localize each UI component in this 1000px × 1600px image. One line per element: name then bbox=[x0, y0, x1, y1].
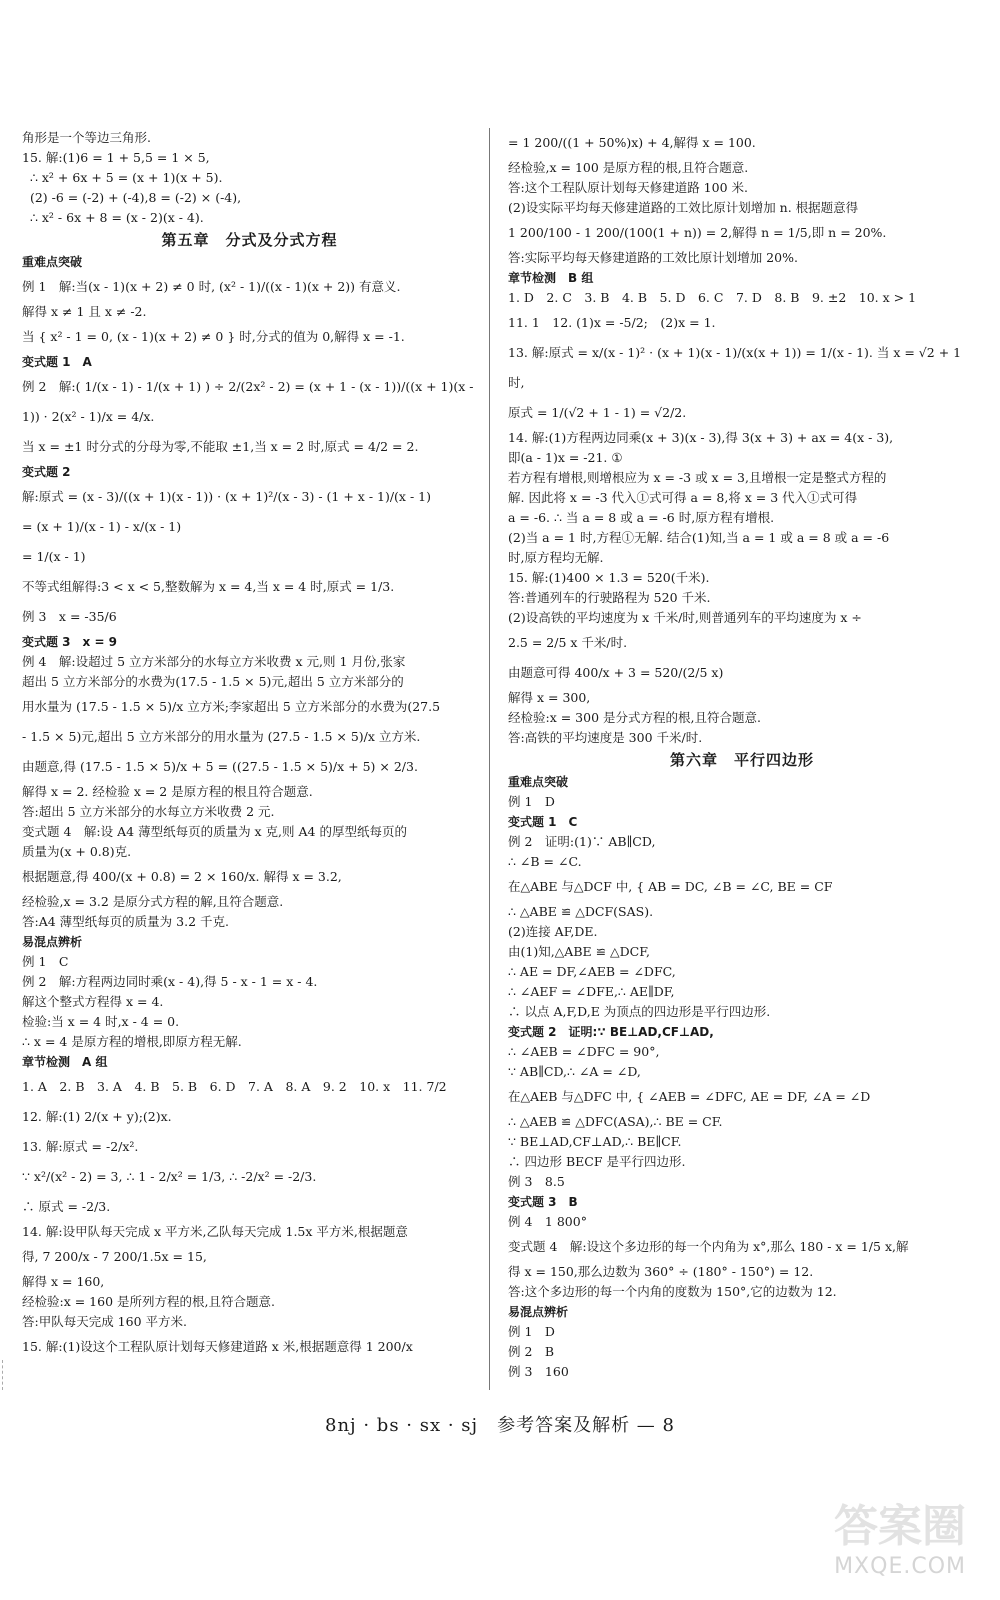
text-line: 答:高铁的平均速度是 300 千米/时. bbox=[508, 730, 703, 745]
text-line: ∴ x = 4 是原方程的增根,即原方程无解. bbox=[22, 1034, 242, 1049]
text-line: 15. 解:(1)6 = 1 + 5,5 = 1 × 5, bbox=[22, 150, 210, 165]
text-line: 解这个整式方程得 x = 4. bbox=[22, 994, 164, 1009]
text-line: ∴ ∠AEB = ∠DFC = 90°, bbox=[508, 1044, 660, 1059]
text-line: 例 1 D bbox=[508, 1324, 555, 1339]
text-line: (2)连接 AF,DE. bbox=[508, 924, 598, 939]
text-line: 质量为(x + 0.8)克. bbox=[22, 844, 132, 859]
text-line: 超出 5 立方米部分的水费为(17.5 - 1.5 × 5)元,超出 5 立方米部分的 bbox=[22, 674, 404, 689]
text-line: 经检验,x = 3.2 是原分式方程的解,且符合题意. bbox=[22, 894, 284, 909]
text-line: ∵ AB∥CD,∴ ∠A = ∠D, bbox=[508, 1064, 641, 1079]
formula-line: 解:原式 = (x - 3)/((x + 1)(x - 1)) · (x + 1)²/(x - 3) - (1 + x - 1)/(x - 1) bbox=[22, 489, 431, 504]
text-line: ∴ ∠AEF = ∠DFE,∴ AE∥DF, bbox=[508, 984, 675, 999]
text-line: (2) -6 = (-2) + (-4),8 = (-2) × (-4), bbox=[22, 190, 242, 205]
text-line: 角形是一个等边三角形. bbox=[22, 130, 151, 145]
section-heading: 变式题 2 bbox=[22, 465, 71, 479]
watermark-logo: 答案圈 bbox=[834, 1501, 966, 1552]
formula-line: 1 200/100 - 1 200/(100(1 + n)) = 2,解得 n = 1/5,即 n = 20%. bbox=[508, 225, 887, 240]
text-line: ∴ 四边形 BECF 是平行四边形. bbox=[508, 1154, 686, 1169]
text-line: 解得 x = 160, bbox=[22, 1274, 105, 1289]
section-heading: 重难点突破 bbox=[22, 255, 83, 269]
text-line: ∵ BE⊥AD,CF⊥AD,∴ BE∥CF. bbox=[508, 1134, 682, 1149]
text-line: 答:普通列车的行驶路程为 520 千米. bbox=[508, 590, 711, 605]
text-line: 例 1 D bbox=[508, 794, 555, 809]
text-line: 例 2 证明:(1)∵ AB∥CD, bbox=[508, 834, 656, 849]
text-line: 例 2 解:方程两边同时乘(x - 4),得 5 - x - 1 = x - 4. bbox=[22, 974, 318, 989]
formula-line: = (x + 1)/(x - 1) - x/(x - 1) bbox=[22, 519, 182, 534]
text-line: 解得 x ≠ 1 且 x ≠ -2. bbox=[22, 304, 147, 319]
text-line: 答:实际平均每天修建道路的工效比原计划增加 20%. bbox=[508, 250, 798, 265]
formula-line: 12. 解:(1) 2/(x + y);(2)x. bbox=[22, 1109, 172, 1124]
section-heading: 变式题 3 x = 9 bbox=[22, 635, 118, 649]
text-line: ∴ x² - 6x + 8 = (x - 2)(x - 4). bbox=[22, 210, 204, 225]
section-heading: 变式题 1 C bbox=[508, 815, 578, 829]
chapter-title: 第六章 平行四边形 bbox=[669, 751, 814, 769]
formula-line: 根据题意,得 400/(x + 0.8) = 2 × 160/x. 解得 x = 3.2, bbox=[22, 869, 342, 884]
text-line: 例 4 解:设超过 5 立方米部分的水每立方米收费 x 元,则 1 月份,张家 bbox=[22, 654, 406, 669]
formula-line: ∴ 原式 = -2/3. bbox=[22, 1199, 111, 1214]
text-line: 14. 解:设甲队每天完成 x 平方米,乙队每天完成 1.5x 平方米,根据题意 bbox=[22, 1224, 408, 1239]
section-heading: 重难点突破 bbox=[508, 775, 569, 789]
section-heading: 易混点辨析 bbox=[508, 1305, 569, 1319]
formula-line: 在△ABE 与△DCF 中, { AB = DC, ∠B = ∠C, BE = CF bbox=[508, 879, 833, 894]
text-line: 例 2 B bbox=[508, 1344, 555, 1359]
text-line: 答:超出 5 立方米部分的水每立方米收费 2 元. bbox=[22, 804, 275, 819]
formula-line: 原式 = 1/(√2 + 1 - 1) = √2/2. bbox=[508, 405, 687, 420]
text-line: ∴ 以点 A,F,D,E 为顶点的四边形是平行四边形. bbox=[508, 1004, 771, 1019]
text-line: 15. 解:(1)400 × 1.3 = 520(千米). bbox=[508, 570, 710, 585]
text-line: 答:A4 薄型纸每页的质量为 3.2 千克. bbox=[22, 914, 229, 929]
section-heading: 易混点辨析 bbox=[22, 935, 83, 949]
watermark bbox=[796, 1490, 966, 1579]
text-line: 若方程有增根,则增根应为 x = -3 或 x = 3,且增根一定是整式方程的 bbox=[508, 470, 887, 485]
text-line: ∴ ∠B = ∠C. bbox=[508, 854, 582, 869]
text-line: ∴ x² + 6x + 5 = (x + 1)(x + 5). bbox=[22, 170, 223, 185]
formula-line: 11. 1 12. (1)x = -5/2; (2)x = 1. bbox=[508, 315, 716, 330]
formula-line: 由题意可得 400/x + 3 = 520/(2/5 x) bbox=[508, 665, 724, 680]
text-line: 经检验:x = 160 是所列方程的根,且符合题意. bbox=[22, 1294, 275, 1309]
text-line: (2)当 a = 1 时,方程①无解. 结合(1)知,当 a = 1 或 a = 8 或 a = -6 bbox=[508, 530, 890, 545]
text-line: 答:这个工程队原计划每天修建道路 100 米. bbox=[508, 180, 748, 195]
text-line: (2)设实际平均每天修建道路的工效比原计划增加 n. 根据题意得 bbox=[508, 200, 859, 215]
text-line: 解. 因此将 x = -3 代入①式可得 a = 8,将 x = 3 代入①式可得 bbox=[508, 490, 858, 505]
text-line: 14. 解:(1)方程两边同乘(x + 3)(x - 3),得 3(x + 3) + ax = 4(x - 3), bbox=[508, 430, 894, 445]
formula-line: 13. 解:原式 = x/(x - 1)² · (x + 1)(x - 1)/(x(x + 1)) = 1/(x - 1). 当 x = √2 + 1 时, bbox=[508, 345, 966, 390]
text-line: 得 x = 150,那么边数为 360° ÷ (180° - 150°) = 12. bbox=[508, 1264, 814, 1279]
text-line: (2)设高铁的平均速度为 x 千米/时,则普通列车的平均速度为 x ÷ bbox=[508, 610, 862, 625]
section-heading: 变式题 2 证明:∵ BE⊥AD,CF⊥AD, bbox=[508, 1025, 714, 1039]
section-heading: 变式题 3 B bbox=[508, 1195, 578, 1209]
section-heading: 变式题 1 A bbox=[22, 355, 92, 369]
formula-line: 当 { x² - 1 = 0, (x - 1)(x + 2) ≠ 0 } 时,分式的值为 0,解得 x = -1. bbox=[22, 329, 405, 344]
formula-line: 2.5 = 2/5 x 千米/时. bbox=[508, 635, 628, 650]
text-line: 例 3 8.5 bbox=[508, 1174, 565, 1189]
text-line: 经检验,x = 100 是原方程的根,且符合题意. bbox=[508, 160, 749, 175]
formula-line: = 1 200/((1 + 50%)x) + 4,解得 x = 100. bbox=[508, 135, 756, 150]
formula-line: 不等式组解得:3 < x < 5,整数解为 x = 4,当 x = 4 时,原式 = 1/3. bbox=[22, 579, 395, 594]
text-line: 答:这个多边形的每一个内角的度数为 150°,它的边数为 12. bbox=[508, 1284, 837, 1299]
text-line: 例 1 C bbox=[22, 954, 69, 969]
text-line: ∴ △AEB ≌ △DFC(ASA),∴ BE = CF. bbox=[508, 1114, 723, 1129]
chapter-title: 第五章 分式及分式方程 bbox=[161, 231, 338, 249]
text-line: 检验:当 x = 4 时,x - 4 = 0. bbox=[22, 1014, 180, 1029]
text-line: 变式题 4 解:设 A4 薄型纸每页的质量为 x 克,则 A4 的厚型纸每页的 bbox=[22, 824, 407, 839]
formula-line: 15. 解:(1)设这个工程队原计划每天修建道路 x 米,根据题意得 1 200/x bbox=[22, 1339, 413, 1354]
text-line: a = -6. ∴ 当 a = 8 或 a = -6 时,原方程有增根. bbox=[508, 510, 775, 525]
left-column bbox=[22, 128, 477, 1362]
formula-line: 例 1 解:当(x - 1)(x + 2) ≠ 0 时, (x² - 1)/((x - 1)(x + 2)) 有意义. bbox=[22, 279, 401, 294]
text-line: 即(a - 1)x = -21. ① bbox=[508, 450, 623, 465]
formula-line: 用水量为 (17.5 - 1.5 × 5)/x 立方米;李家超出 5 立方米部分的水费为(27.5 bbox=[22, 699, 441, 714]
formula-line: = 1/(x - 1) bbox=[22, 549, 86, 564]
formula-line: 例 2 解:( 1/(x - 1) - 1/(x + 1) ) ÷ 2/(2x² - 2) = (x + 1 - (x - 1))/((x + 1)(x - 1)) · 2(x² - 1)/x = 4/x. bbox=[22, 379, 478, 424]
formula-line: 1. A 2. B 3. A 4. B 5. B 6. D 7. A 8. A 9. 2 10. x 11. 7/2 bbox=[22, 1079, 447, 1094]
formula-line: - 1.5 × 5)元,超出 5 立方米部分的用水量为 (27.5 - 1.5 × 5)/x 立方米. bbox=[22, 729, 421, 744]
formula-line: 变式题 4 解:设这个多边形的每一个内角为 x°,那么 180 - x = 1/5 x,解 bbox=[508, 1239, 909, 1254]
text-line: 例 3 160 bbox=[508, 1364, 569, 1379]
formula-line: 当 x = ±1 时分式的分母为零,不能取 ±1,当 x = 2 时,原式 = 4/2 = 2. bbox=[22, 439, 419, 454]
text-line: 时,原方程均无解. bbox=[508, 550, 604, 565]
text-line: 例 4 1 800° bbox=[508, 1214, 587, 1229]
column-divider bbox=[489, 128, 490, 1390]
formula-line: 由题意,得 (17.5 - 1.5 × 5)/x + 5 = ((27.5 - 1.5 × 5)/x + 5) × 2/3. bbox=[22, 759, 418, 774]
text-line: 由(1)知,△ABE ≌ △DCF, bbox=[508, 944, 650, 959]
formula-line: 13. 解:原式 = -2/x². bbox=[22, 1139, 139, 1154]
section-heading: 章节检测 B 组 bbox=[508, 271, 594, 285]
watermark-url: MXQE.COM bbox=[834, 1554, 966, 1579]
text-line: 1. D 2. C 3. B 4. B 5. D 6. C 7. D 8. B 9. ±2 10. x > 1 bbox=[508, 290, 917, 305]
text-line: 解得 x = 2. 经检验 x = 2 是原方程的根且符合题意. bbox=[22, 784, 313, 799]
formula-line: 在△AEB 与△DFC 中, { ∠AEB = ∠DFC, AE = DF, ∠A = ∠D bbox=[508, 1089, 871, 1104]
right-column bbox=[508, 128, 976, 1382]
formula-line: ∵ x²/(x² - 2) = 3, ∴ 1 - 2/x² = 1/3, ∴ -2/x² = -2/3. bbox=[22, 1169, 317, 1184]
text-line: ∴ △ABE ≌ △DCF(SAS). bbox=[508, 904, 654, 919]
page-footer: 8nj · bs · sx · sj 参考答案及解析 — 8 bbox=[325, 1415, 675, 1436]
formula-line: 得, 7 200/x - 7 200/1.5x = 15, bbox=[22, 1249, 207, 1264]
text-line: 解得 x = 300, bbox=[508, 690, 591, 705]
binding-margin-mark bbox=[2, 1360, 13, 1390]
text-line: 经检验:x = 300 是分式方程的根,且符合题意. bbox=[508, 710, 761, 725]
section-heading: 章节检测 A 组 bbox=[22, 1055, 108, 1069]
text-line: ∴ AE = DF,∠AEB = ∠DFC, bbox=[508, 964, 676, 979]
formula-line: 例 3 x = -35/6 bbox=[22, 609, 117, 624]
text-line: 答:甲队每天完成 160 平方米. bbox=[22, 1314, 187, 1329]
